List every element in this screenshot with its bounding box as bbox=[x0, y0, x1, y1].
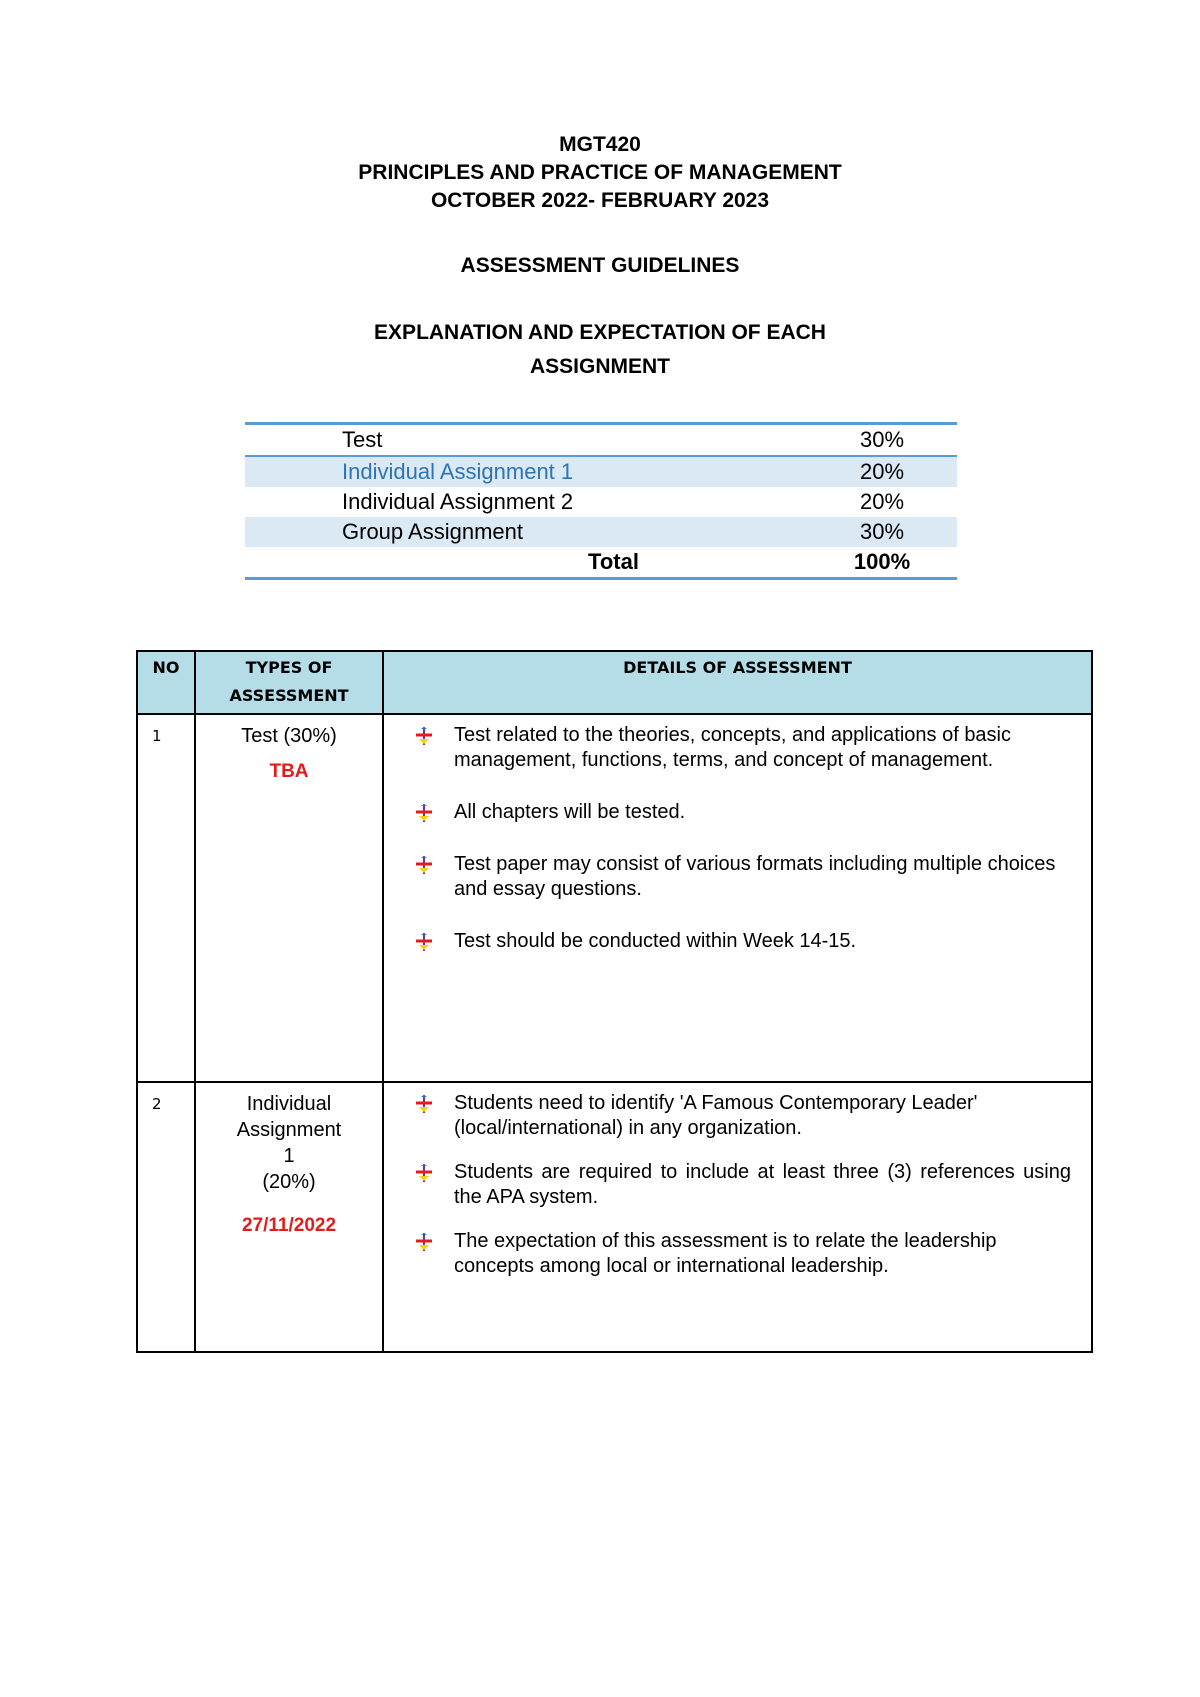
table-header-row bbox=[137, 651, 1092, 714]
assessment-type bbox=[195, 1082, 383, 1352]
weight-pct: 20% bbox=[807, 456, 957, 487]
list-item: Students need to identify 'A Famous Contemporary Leader' (local/international) in any organization. bbox=[412, 1091, 1071, 1141]
weight-total-pct: 100% bbox=[807, 547, 957, 579]
assessment-details bbox=[383, 1082, 1092, 1352]
arrow-bullet-icon bbox=[414, 933, 434, 951]
weight-total-row bbox=[245, 547, 957, 579]
table-row bbox=[137, 1082, 1092, 1352]
weight-row bbox=[245, 487, 957, 517]
list-item: Test related to the theories, concepts, and applications of basic management, functions, terms, and concept of management. bbox=[412, 723, 1071, 773]
header-no: NO bbox=[137, 651, 195, 714]
list-item: Test should be conducted within Week 14-15. bbox=[412, 929, 1071, 954]
section-title: ASSESSMENT GUIDELINES bbox=[460, 254, 740, 277]
assessment-details bbox=[383, 714, 1092, 1082]
list-item: The expectation of this assessment is to relate the leadership concepts among local or international leadership. bbox=[412, 1229, 1071, 1279]
course-code: MGT420 bbox=[559, 133, 641, 156]
due-date: 27/11/2022 bbox=[241, 1215, 337, 1236]
arrow-bullet-icon bbox=[414, 1233, 434, 1251]
list-item: Students are required to include at least three (3) references using the APA system. bbox=[412, 1160, 1071, 1210]
weight-name: Individual Assignment 1 bbox=[245, 456, 807, 487]
weight-pct: 30% bbox=[807, 424, 957, 457]
header-details: DETAILS OF ASSESSMENT bbox=[383, 651, 1092, 714]
weight-row bbox=[245, 517, 957, 547]
arrow-bullet-icon bbox=[414, 1164, 434, 1182]
assessment-details-table bbox=[136, 650, 1093, 1353]
weight-row bbox=[245, 456, 957, 487]
weight-pct: 30% bbox=[807, 517, 957, 547]
bullet-list bbox=[412, 1091, 1071, 1279]
section-subtitle: EXPLANATION AND EXPECTATION OF EACH ASSIGNMENT bbox=[374, 321, 826, 378]
weight-name: Individual Assignment 2 bbox=[342, 489, 574, 514]
list-item: Test paper may consist of various formats including multiple choices and essay questions. bbox=[412, 852, 1071, 902]
document-header bbox=[0, 131, 1200, 215]
assessment-type bbox=[195, 714, 383, 1082]
row-number: 2 bbox=[137, 1082, 195, 1352]
header-type: TYPES OF ASSESSMENT bbox=[195, 651, 383, 714]
weight-name: Test bbox=[245, 424, 807, 457]
assessment-type-label: Test (30%) bbox=[241, 725, 337, 747]
list-item: All chapters will be tested. bbox=[412, 800, 1071, 825]
semester: OCTOBER 2022- FEBRUARY 2023 bbox=[430, 189, 770, 212]
weight-row bbox=[245, 424, 957, 457]
weight-total-label: Total bbox=[245, 547, 807, 579]
table-row bbox=[137, 714, 1092, 1082]
arrow-bullet-icon bbox=[414, 727, 434, 745]
bullet-list bbox=[412, 723, 1071, 954]
assessment-type-label: Individual Assignment 1 (20%) bbox=[236, 1093, 342, 1193]
weight-table bbox=[245, 422, 957, 580]
course-title: PRINCIPLES AND PRACTICE OF MANAGEMENT bbox=[358, 161, 842, 184]
weight-name: Group Assignment bbox=[245, 517, 807, 547]
arrow-bullet-icon bbox=[414, 856, 434, 874]
arrow-bullet-icon bbox=[414, 1095, 434, 1113]
due-date: TBA bbox=[269, 761, 309, 782]
row-number: 1 bbox=[137, 714, 195, 1082]
weight-pct: 20% bbox=[859, 489, 905, 514]
arrow-bullet-icon bbox=[414, 804, 434, 822]
